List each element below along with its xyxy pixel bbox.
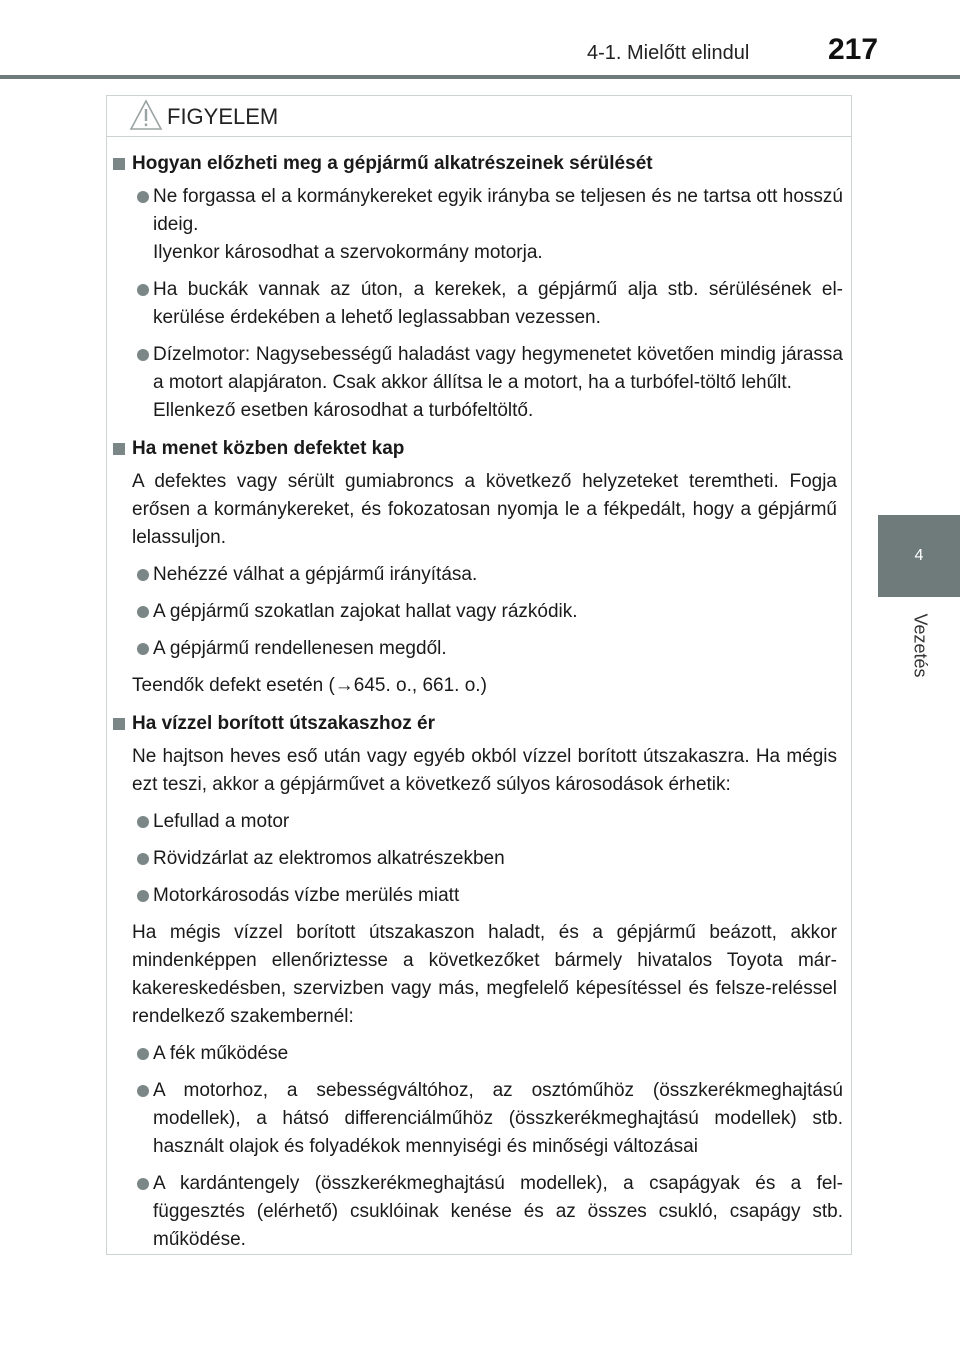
list-item: A gépjármű rendellenesen megdől. (107, 635, 851, 663)
round-bullet-icon (137, 349, 149, 361)
round-bullet-icon (137, 890, 149, 902)
list-item: Lefullad a motor (107, 808, 851, 836)
round-bullet-icon (137, 643, 149, 655)
header-rule (0, 75, 960, 79)
warning-box (106, 95, 852, 1255)
round-bullet-icon (137, 1178, 149, 1190)
list-item: Nehézzé válhat a gépjármű irányítása. (107, 561, 851, 589)
list-item: Dízelmotor: Nagysebességű haladást vagy hegymenetet követően mindig járassa a motort alapjáraton. Csak akkor állítsa le a motort, ha a turbófel-töltő lehűlt. Ellenkező esetben károsodhat a turbófeltöltő. (107, 341, 851, 425)
list-item: Ha buckák vannak az úton, a kerekek, a gépjármű alja stb. sérülésének el-kerülése érdekében a lehető leglassabban vezessen. (107, 276, 851, 332)
warning-title: FIGYELEM (167, 104, 279, 129)
heading-damage-prevention: Hogyan előzheti meg a gépjármű alkatrészeinek sérülését (107, 149, 851, 179)
list-item: Motorkárosodás vízbe merülés miatt (107, 882, 851, 910)
paragraph: A defektes vagy sérült gumiabroncs a következő helyzeteket teremtheti. Fogja erősen a kormánykereket, és fokozatosan nyomja le a fékpedált, hogy a gépjármű lelassuljon. (132, 471, 837, 548)
round-bullet-icon (137, 853, 149, 865)
round-bullet-icon (137, 284, 149, 296)
round-bullet-icon (137, 1048, 149, 1060)
chapter-label (907, 600, 933, 690)
list-item: A gépjármű szokatlan zajokat hallat vagy rázkódik. (107, 598, 851, 626)
section-title: 4-1. Mielőtt elindul (587, 42, 750, 64)
warning-header (107, 96, 851, 137)
page-number: 217 (828, 33, 879, 66)
list-item: A motorhoz, a sebességváltóhoz, az osztóműhöz (összkerékmeghajtású modellek), a hátsó differenciálműhöz (összkerékmeghajtású modellek) stb. használt olajok és folyadékok mennyiségi és minőségi változásai (107, 1077, 851, 1161)
chapter-label-text: Vezetés (910, 612, 931, 678)
square-bullet-icon (113, 718, 125, 730)
chapter-tab[interactable] (878, 515, 960, 597)
heading-flooded-road: Ha vízzel borított útszakaszhoz ér (107, 709, 851, 739)
warning-content (107, 149, 851, 1263)
round-bullet-icon (137, 606, 149, 618)
list-item: A fék működése (107, 1040, 851, 1068)
round-bullet-icon (137, 191, 149, 203)
heading-flat-tire: Ha menet közben defektet kap (107, 434, 851, 464)
page-reference: Teendők defekt esetén (→645. o., 661. o.) (132, 675, 487, 696)
round-bullet-icon (137, 1085, 149, 1097)
round-bullet-icon (137, 569, 149, 581)
paragraph: Ne hajtson heves eső után vagy egyéb okból vízzel borított útszakaszra. Ha mégis ezt teszi, akkor a gépjárművet a következő súlyos károsodások érhetik: (132, 746, 837, 795)
square-bullet-icon (113, 443, 125, 455)
list-item: Ne forgassa el a kormánykereket egyik irányba se teljesen és ne tartsa ott hosszú ideig. Ilyenkor károsodhat a szervokormány motorja. (107, 183, 851, 267)
round-bullet-icon (137, 816, 149, 828)
paragraph: Ha mégis vízzel borított útszakaszon haladt, és a gépjármű beázott, akkor mindenképpen ellenőriztesse a következőket bármely hivatalos Toyota már-kakereskedésben, szervizben vagy más, megfelelő képesítéssel és felsze-reléssel rendelkező szakembernél: (132, 922, 837, 1027)
list-item: A kardántengely (összkerékmeghajtású modellek), a csapágyak és a fel-függesztés (elérhető) csuklóinak kenése és az összes csukló, csapágy stb. működése. (107, 1170, 851, 1254)
warning-triangle-icon (129, 99, 163, 131)
list-item: Rövidzárlat az elektromos alkatrészekben (107, 845, 851, 873)
square-bullet-icon (113, 158, 125, 170)
chapter-number: 4 (914, 547, 924, 564)
